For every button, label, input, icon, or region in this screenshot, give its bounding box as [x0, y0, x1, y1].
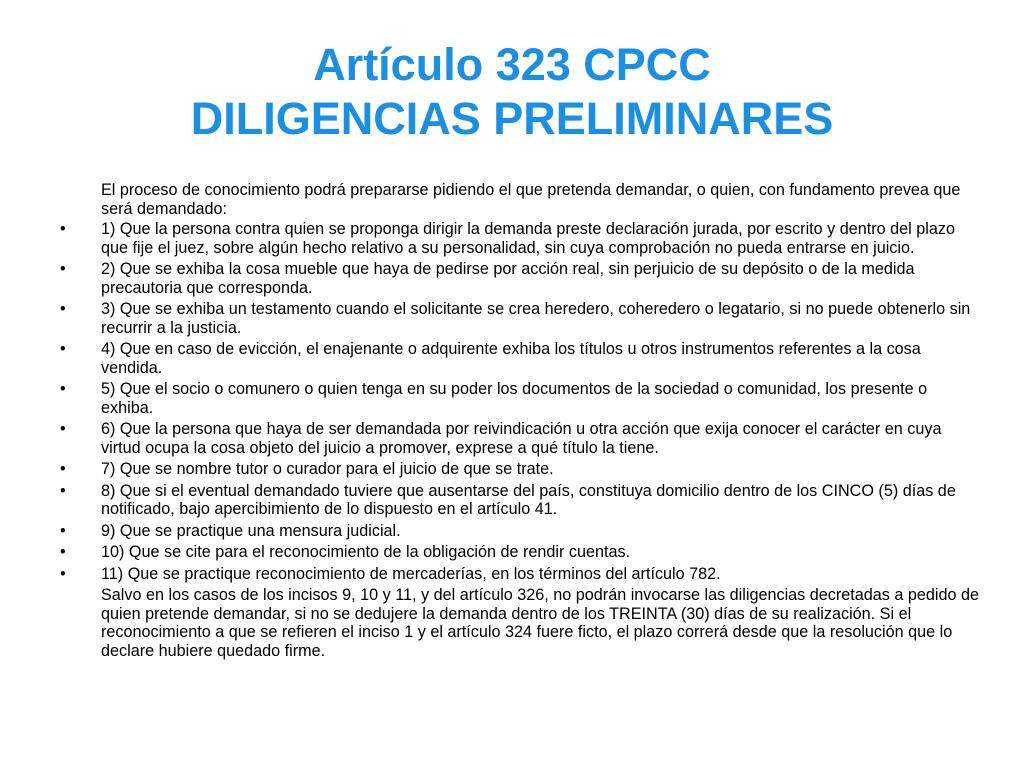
bullet: • — [60, 543, 66, 561]
bullet: • — [60, 481, 66, 500]
list-item-text: 11) Que se practique reconocimiento de mercaderías, en los términos del artículo 782. — [101, 564, 721, 583]
list-item-text: 9) Que se practique una mensura judicial. — [101, 521, 401, 540]
bullet: • — [60, 380, 66, 398]
list-item-text: 8) Que si el eventual demandado tuviere que ausentarse del país, constituya domicilio dentro de los CINCO (5) días de notificado, bajo apercibimiento de lo dispuesto en el artículo 41. — [101, 481, 956, 518]
list-item-text: 1) Que la persona contra quien se proponga dirigir la demanda preste declaración jurada, por escrito y dentro del plazo que fije el juez, sobre algún hecho relativo a su personalidad, sin cuya comprobación no pueda entrarse en juicio. — [101, 220, 955, 257]
closing-text: Salvo en los casos de los incisos 9, 10 y 11, y del artículo 326, no podrán invocarse las diligencias decretadas a pedido de quien pretende demandar, si no se dedujere la demanda dentro de los TREINTA (30) días de su realización. Si el reconocimiento a que se refieren el inciso 1 y el artículo 324 fuere ficto, el plazo correrá desde que la resolución que lo declare hubiere quedado firme. — [101, 586, 979, 660]
list-item-text: 2) Que se exhiba la cosa mueble que haya de pedirse por acción real, sin perjuicio de su depósito o de la medida precautoria que corresponda. — [101, 260, 915, 297]
list-item — [60, 220, 980, 257]
list-item-text: 3) Que se exhiba un testamento cuando el solicitante se crea heredero, coheredero o legatario, si no puede obtenerlo sin recurrir a la justicia. — [101, 300, 971, 337]
bullet: • — [60, 521, 66, 540]
bullet: • — [60, 460, 66, 478]
list-item — [60, 420, 980, 457]
list-item-text: 10) Que se cite para el reconocimiento de la obligación de rendir cuentas. — [101, 543, 631, 561]
list-item — [60, 482, 980, 519]
slide-title — [0, 38, 1024, 146]
intro-paragraph — [60, 181, 980, 218]
list-item — [60, 543, 980, 562]
list-item — [60, 300, 980, 337]
list-item — [60, 380, 980, 417]
bullet: • — [60, 420, 66, 438]
list-item-text: 6) Que la persona que haya de ser demandada por reivindicación u otra acción que exija conocer el carácter en cuya virtud ocupa la cosa objeto del juicio a promover, exprese a qué título la tiene. — [101, 420, 942, 457]
list-item-text: 5) Que el socio o comunero o quien tenga en su poder los documentos de la sociedad o comunidad, los presente o exhiba. — [101, 380, 928, 417]
list-item — [60, 260, 980, 297]
bullet: • — [60, 300, 66, 318]
bullet: • — [60, 220, 66, 238]
list-item — [60, 340, 980, 377]
list-item — [60, 460, 980, 479]
title-line-1: Artículo 323 CPCC — [313, 39, 711, 90]
list-item — [60, 565, 980, 584]
title-line-2: DILIGENCIAS PRELIMINARES — [190, 93, 834, 144]
list-item — [60, 522, 980, 541]
list-item-text: 4) Que en caso de evicción, el enajenante o adquirente exhiba los títulos u otros instrumentos referentes a la cosa vendida. — [101, 340, 921, 377]
closing-paragraph — [60, 586, 980, 660]
intro-text: El proceso de conocimiento podrá prepararse pidiendo el que pretenda demandar, o quien, con fundamento prevea que será demandado: — [101, 181, 961, 218]
bullet: • — [60, 564, 66, 583]
slide-body — [60, 181, 980, 663]
bullet: • — [60, 260, 66, 278]
bullet: • — [60, 340, 66, 358]
list-item-text: 7) Que se nombre tutor o curador para el juicio de que se trate. — [101, 460, 554, 478]
